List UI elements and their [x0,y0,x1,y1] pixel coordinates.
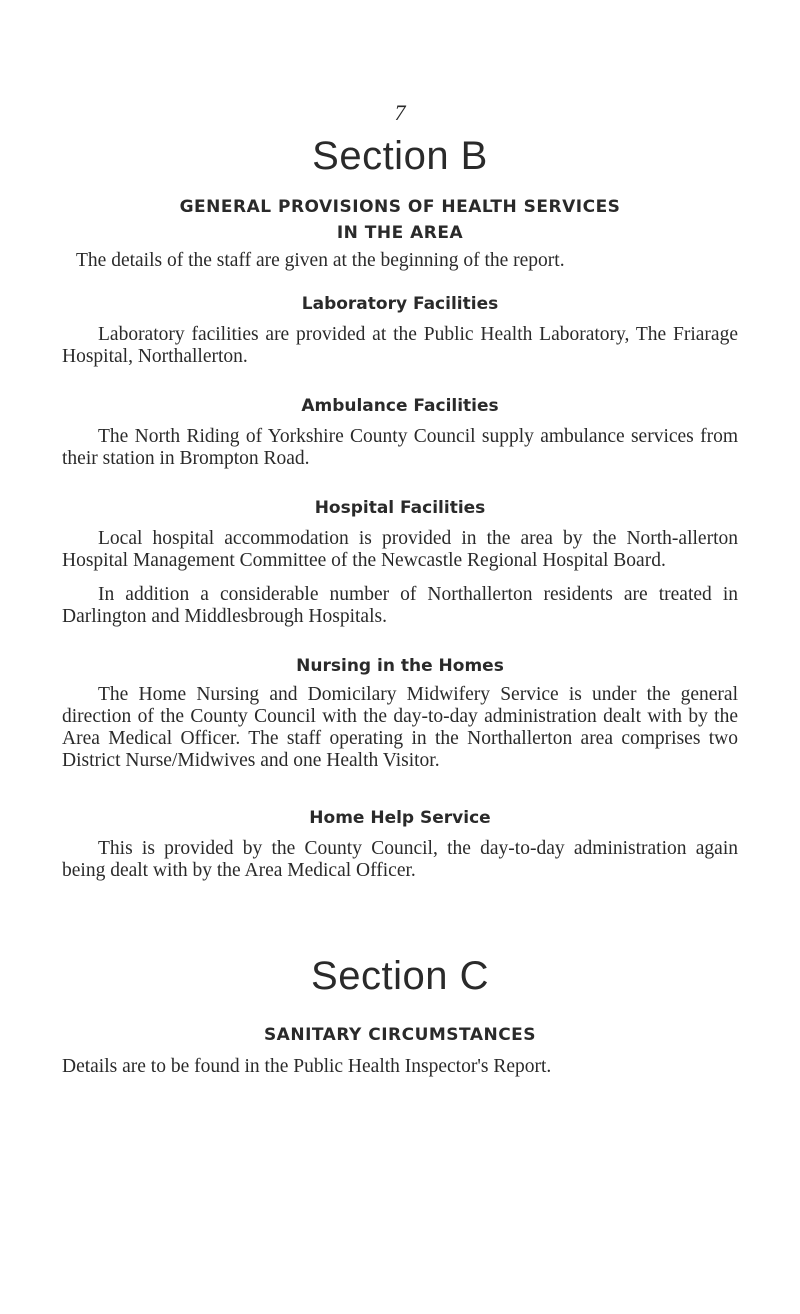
home-help-text: This is provided by the County Council, the day-to-day administration again being dealt with by the Area Medical Officer. [62,838,738,881]
ambulance-heading: Ambulance Facilities [301,396,499,416]
home-help-heading: Home Help Service [309,808,491,828]
laboratory-text: Laboratory facilities are provided at the Public Health Laboratory, The Friarage Hospital, Northallerton. [62,324,738,367]
nursing-heading: Nursing in the Homes [296,656,504,676]
nursing-text: The Home Nursing and Domicilary Midwifery Service is under the general direction of the County Council with the day-to-day administration dealt with by the Area Medical Officer. The staff operating in the Northallerton area comprises two District Nurse/Midwives and one Health Visitor. [62,684,738,771]
page-number: 7 [394,100,406,125]
section-b-title: Section B [312,134,488,178]
hospital-text-1: Local hospital accommodation is provided in the area by the North-allerton Hospital Management Committee of the Newcastle Regional Hospital Board. [62,528,738,571]
section-b-subtitle-line1: GENERAL PROVISIONS OF HEALTH SERVICES [179,197,621,217]
laboratory-heading: Laboratory Facilities [301,294,499,314]
section-b-subtitle-line2: IN THE AREA [336,223,464,243]
ambulance-text: The North Riding of Yorkshire County Council supply ambulance services from their station in Brompton Road. [62,426,738,469]
document-page [62,100,738,1078]
section-c-subtitle: SANITARY CIRCUMSTANCES [263,1025,537,1045]
hospital-heading: Hospital Facilities [314,498,486,518]
section-c-text: Details are to be found in the Public Health Inspector's Report. [62,1056,552,1077]
section-c-title: Section C [311,954,489,998]
section-b-intro: The details of the staff are given at the beginning of the report. [76,250,565,271]
hospital-text-2: In addition a considerable number of Northallerton residents are treated in Darlington and Middlesbrough Hospitals. [62,584,738,627]
